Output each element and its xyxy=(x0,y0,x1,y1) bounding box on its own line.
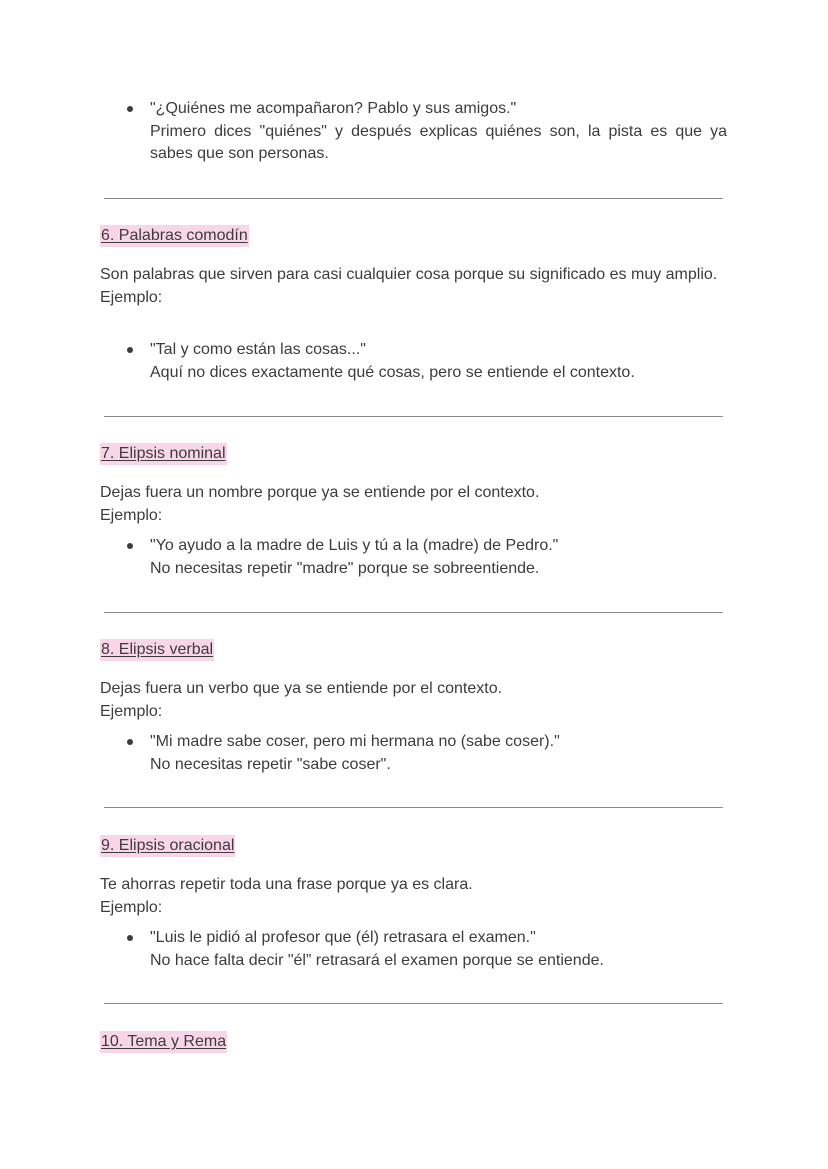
bullet-dot xyxy=(127,739,133,745)
bullet-quote: "Yo ayudo a la madre de Luis y tú a la (madre) de Pedro." xyxy=(150,537,559,554)
bullet-dot xyxy=(127,106,133,112)
section-divider xyxy=(104,416,723,417)
section-heading-8: 8. Elipsis verbal xyxy=(100,639,214,661)
example-label: Ejemplo: xyxy=(100,288,163,306)
description-text: Te ahorras repetir toda una frase porque ya es clara. xyxy=(100,876,473,893)
section-divider xyxy=(104,1003,723,1004)
section-divider xyxy=(104,612,723,613)
bullet-dot xyxy=(127,347,133,353)
example-label: Ejemplo: xyxy=(100,702,163,720)
example-bullet-9 xyxy=(150,927,727,972)
example-bullet-7 xyxy=(150,535,727,580)
example-label: Ejemplo: xyxy=(100,506,163,524)
description-text: Dejas fuera un nombre porque ya se entiende por el contexto. xyxy=(100,484,540,501)
bullet-explanation: Aquí no dices exactamente qué cosas, pero se entiende el contexto. xyxy=(150,363,635,381)
description-text: Dejas fuera un verbo que ya se entiende por el contexto. xyxy=(100,680,503,697)
section-divider xyxy=(104,807,723,808)
section-divider xyxy=(104,198,723,199)
intro-bullet xyxy=(150,98,727,166)
section-heading-7: 7. Elipsis nominal xyxy=(100,443,227,465)
bullet-dot xyxy=(127,935,133,941)
section-description-8 xyxy=(100,678,727,723)
bullet-quote: "Tal y como están las cosas..." xyxy=(150,341,366,358)
bullet-quote: "Mi madre sabe coser, pero mi hermana no (sabe coser)." xyxy=(150,733,560,750)
example-bullet-8 xyxy=(150,731,727,776)
bullet-explanation: No hace falta decir "él” retrasará el examen porque se entiende. xyxy=(150,951,604,969)
bullet-quote: "¿Quiénes me acompañaron? Pablo y sus amigos." xyxy=(150,100,517,117)
section-description-6 xyxy=(100,264,727,309)
section-heading-6: 6. Palabras comodín xyxy=(100,225,249,247)
bullet-dot xyxy=(127,543,133,549)
section-heading-9: 9. Elipsis oracional xyxy=(100,835,235,857)
section-description-9 xyxy=(100,874,727,919)
section-description-7 xyxy=(100,482,727,527)
section-heading-10: 10. Tema y Rema xyxy=(100,1031,227,1053)
example-bullet-6 xyxy=(150,339,727,384)
description-text: Son palabras que sirven para casi cualquier cosa porque su significado es muy amplio. xyxy=(100,266,718,283)
example-label: Ejemplo: xyxy=(100,898,163,916)
bullet-explanation: No necesitas repetir "sabe coser". xyxy=(150,755,391,773)
bullet-explanation: Primero dices "quiénes" y después explicas quiénes son, la pista es que ya sabes que son personas. xyxy=(150,122,727,162)
bullet-explanation: No necesitas repetir "madre" porque se sobreentiende. xyxy=(150,559,540,577)
bullet-quote: "Luis le pidió al profesor que (él) retrasara el examen." xyxy=(150,929,536,946)
